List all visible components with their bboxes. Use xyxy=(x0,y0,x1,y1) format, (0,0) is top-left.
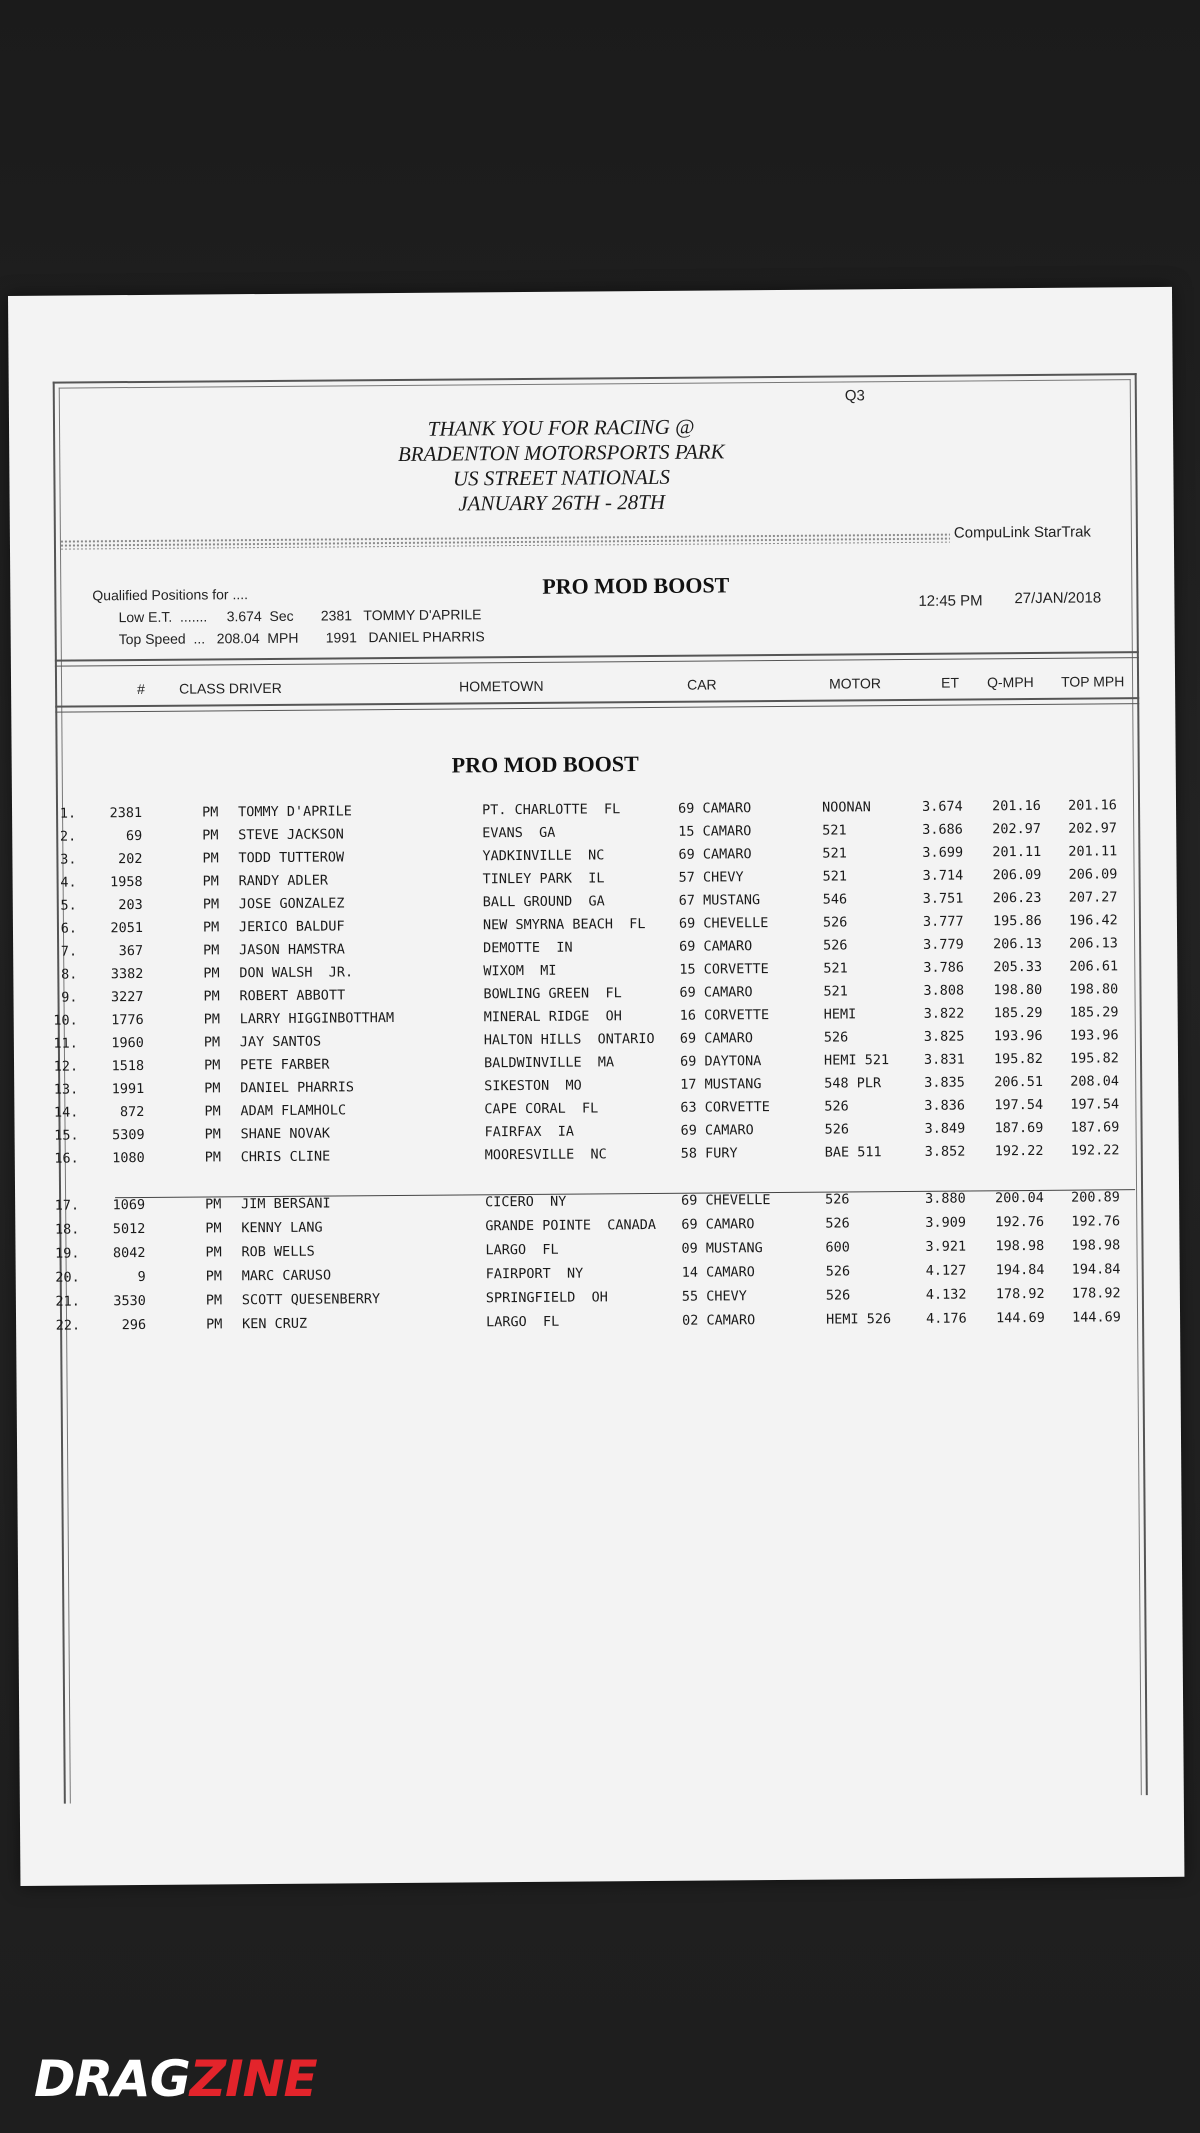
class-title: PRO MOD BOOST xyxy=(542,572,730,599)
cell-car: 14 CAMARO xyxy=(681,1264,755,1281)
cell-car: 09 MUSTANG xyxy=(681,1240,763,1257)
cell-car: 69 CAMARO xyxy=(681,1216,755,1233)
cell-pos: 8. xyxy=(61,966,78,983)
cell-cls: PM xyxy=(204,1080,221,1097)
cell-top: 195.82 xyxy=(1069,1050,1119,1067)
cell-motor: 526 xyxy=(824,1098,849,1115)
column-header-num: # xyxy=(137,680,145,697)
cell-top: 207.27 xyxy=(1068,889,1118,906)
cell-top: 206.61 xyxy=(1069,958,1119,975)
cell-car: 02 CAMARO xyxy=(682,1312,756,1329)
cell-cls: PM xyxy=(202,896,220,913)
cell-driver: LARRY HIGGINBOTTHAM xyxy=(239,1009,395,1028)
cell-pos: 12. xyxy=(53,1058,79,1075)
cell-num: 1518 xyxy=(111,1057,145,1075)
header-line: JANUARY 26TH - 28TH xyxy=(458,489,666,516)
cell-hometown: BALL GROUND GA xyxy=(482,893,605,911)
cell-motor: HEMI 521 xyxy=(823,1052,890,1069)
cell-cls: PM xyxy=(202,827,219,844)
cell-motor: 521 xyxy=(822,868,848,885)
cell-cls: PM xyxy=(202,919,220,936)
cell-hometown: NEW SMYRNA BEACH FL xyxy=(482,916,646,934)
cell-car: 67 MUSTANG xyxy=(678,892,761,909)
cell-motor: 521 xyxy=(822,845,847,862)
cell-qmph: 198.98 xyxy=(995,1237,1045,1255)
cell-qmph: 201.11 xyxy=(992,843,1042,861)
cell-hometown: HALTON HILLS ONTARIO xyxy=(483,1030,655,1049)
cell-top: 198.98 xyxy=(1071,1237,1121,1254)
cell-pos: 20. xyxy=(55,1269,80,1286)
timing-system-name: CompuLink StarTrak xyxy=(953,523,1091,542)
cell-top: 192.76 xyxy=(1071,1213,1121,1230)
cell-num: 203 xyxy=(118,896,143,914)
cell-driver: ADAM FLAMHOLC xyxy=(240,1102,347,1120)
cell-pos: 1. xyxy=(59,805,77,822)
column-header-qmph: Q-MPH xyxy=(987,673,1034,691)
cell-pos: 21. xyxy=(55,1293,80,1310)
cell-motor: 600 xyxy=(825,1239,850,1256)
results-sheet xyxy=(8,287,1184,1886)
cell-driver: TOMMY D'APRILE xyxy=(237,803,352,821)
cell-top: 144.69 xyxy=(1071,1309,1121,1326)
column-header-hometown: HOMETOWN xyxy=(459,677,544,695)
cell-pos: 2. xyxy=(59,828,77,845)
cell-motor: HEMI xyxy=(823,1006,857,1023)
cell-motor: 546 xyxy=(822,891,848,908)
corner-code: Q3 xyxy=(844,387,865,405)
qualified-label: Qualified Positions for .... xyxy=(92,586,249,604)
cell-top: 185.29 xyxy=(1069,1004,1119,1021)
cell-pos: 6. xyxy=(60,920,78,937)
cell-et: 3.880 xyxy=(925,1190,966,1207)
cell-pos: 9. xyxy=(61,989,78,1006)
print-time: 12:45 PM xyxy=(918,592,983,610)
cell-pos: 18. xyxy=(54,1221,80,1238)
cell-pos: 16. xyxy=(54,1150,79,1167)
cell-et: 4.127 xyxy=(925,1262,967,1279)
cell-cls: PM xyxy=(205,1220,222,1237)
cell-car: 57 CHEVY xyxy=(678,869,744,886)
cell-et: 3.714 xyxy=(922,867,964,884)
cell-motor: 526 xyxy=(822,914,848,931)
cell-pos: 13. xyxy=(53,1081,79,1098)
cell-qmph: 206.09 xyxy=(992,866,1042,884)
cell-motor: 526 xyxy=(825,1287,851,1304)
cell-cls: PM xyxy=(202,873,219,890)
cell-qmph: 195.82 xyxy=(993,1050,1043,1068)
cell-motor: BAE 511 xyxy=(824,1144,882,1161)
cell-num: 1069 xyxy=(112,1196,146,1214)
cell-top: 198.80 xyxy=(1069,981,1119,998)
cell-car: 69 CAMARO xyxy=(680,1122,754,1139)
cell-top: 206.13 xyxy=(1069,935,1118,952)
column-header-top-mph: TOP MPH xyxy=(1060,673,1125,690)
cell-num: 69 xyxy=(125,827,143,845)
cell-hometown: FAIRPORT NY xyxy=(485,1265,584,1283)
cell-et: 3.686 xyxy=(922,821,963,838)
cell-num: 367 xyxy=(118,942,144,960)
cell-top: 187.69 xyxy=(1070,1119,1120,1136)
cell-car: 63 CORVETTE xyxy=(680,1099,770,1116)
cell-hometown: EVANS GA xyxy=(482,824,556,842)
section-title: PRO MOD BOOST xyxy=(451,751,639,778)
cell-hometown: SPRINGFIELD OH xyxy=(485,1289,608,1307)
cell-cls: PM xyxy=(203,1057,221,1074)
cell-qmph: 178.92 xyxy=(995,1285,1045,1303)
cell-qmph: 197.54 xyxy=(994,1096,1044,1114)
cell-top: 196.42 xyxy=(1068,912,1118,929)
cell-driver: PETE FARBER xyxy=(239,1056,330,1074)
cell-et: 3.831 xyxy=(923,1051,965,1068)
cell-cls: PM xyxy=(203,942,220,959)
cell-num: 872 xyxy=(119,1103,145,1121)
cell-num: 1080 xyxy=(112,1149,145,1167)
cell-driver: KENNY LANG xyxy=(241,1219,323,1237)
cell-et: 3.699 xyxy=(922,844,964,861)
cell-motor: HEMI 526 xyxy=(826,1311,892,1328)
cell-motor: 526 xyxy=(823,937,848,954)
cell-cls: PM xyxy=(201,804,219,821)
cell-hometown: DEMOTTE IN xyxy=(483,939,573,957)
cell-motor: 526 xyxy=(824,1121,850,1138)
cell-num: 2381 xyxy=(109,804,143,822)
cell-top: 202.97 xyxy=(1068,820,1118,837)
cell-num: 1991 xyxy=(111,1080,145,1098)
cell-et: 3.852 xyxy=(924,1143,966,1160)
cell-hometown: PT. CHARLOTTE FL xyxy=(481,801,621,819)
cell-pos: 17. xyxy=(54,1197,80,1214)
cell-num: 296 xyxy=(121,1316,147,1334)
cell-cls: PM xyxy=(206,1316,223,1333)
cell-qmph: 202.97 xyxy=(992,820,1042,838)
cell-hometown: BOWLING GREEN FL xyxy=(483,985,622,1003)
cell-car: 69 CAMARO xyxy=(679,1030,754,1047)
header-line: US STREET NATIONALS xyxy=(452,464,671,491)
cell-cls: PM xyxy=(203,1011,221,1028)
cell-hometown: WIXOM MI xyxy=(483,962,557,980)
cell-motor: 526 xyxy=(823,1029,849,1046)
cell-et: 3.835 xyxy=(924,1074,965,1091)
cell-car: 16 CORVETTE xyxy=(679,1007,770,1024)
cell-et: 3.777 xyxy=(922,913,964,930)
cell-cls: PM xyxy=(203,1034,221,1051)
cell-driver: JERICO BALDUF xyxy=(238,918,345,936)
cell-driver: JOSE GONZALEZ xyxy=(238,895,345,913)
cell-num: 1776 xyxy=(111,1011,144,1029)
cell-pos: 5. xyxy=(60,897,77,914)
cell-top: 193.96 xyxy=(1069,1027,1119,1044)
cell-car: 69 DAYTONA xyxy=(679,1053,762,1070)
cell-car: 69 CHEVELLE xyxy=(681,1192,771,1209)
cell-cls: PM xyxy=(203,965,220,982)
cell-et: 4.132 xyxy=(925,1286,967,1303)
event-header xyxy=(9,411,1174,520)
cell-pos: 19. xyxy=(55,1245,80,1262)
cell-driver: SCOTT QUESENBERRY xyxy=(241,1291,381,1309)
cell-car: 69 CHEVELLE xyxy=(678,915,769,932)
cell-top: 206.09 xyxy=(1068,866,1118,883)
cell-hometown: FAIRFAX IA xyxy=(484,1123,575,1141)
dragzine-logo: DRAGZINE xyxy=(34,2050,317,2108)
cell-pos: 7. xyxy=(60,943,78,960)
cell-top: 200.89 xyxy=(1071,1189,1120,1206)
cell-qmph: 193.96 xyxy=(993,1027,1043,1045)
cell-motor: 526 xyxy=(825,1263,851,1280)
cell-hometown: CAPE CORAL FL xyxy=(484,1100,599,1118)
cell-driver: SHANE NOVAK xyxy=(240,1125,331,1143)
cell-car: 69 CAMARO xyxy=(679,984,753,1001)
cell-hometown: LARGO FL xyxy=(485,1241,559,1259)
cell-driver: JASON HAMSTRA xyxy=(239,941,345,959)
cell-et: 3.786 xyxy=(923,959,965,976)
cell-cls: PM xyxy=(205,1292,223,1309)
cell-et: 3.808 xyxy=(923,982,965,999)
cell-driver: KEN CRUZ xyxy=(242,1315,308,1333)
cell-cls: PM xyxy=(205,1244,222,1261)
cell-driver: MARC CARUSO xyxy=(241,1267,332,1285)
cell-pos: 22. xyxy=(55,1317,81,1334)
cell-et: 3.836 xyxy=(924,1097,966,1114)
low-et-line: Low E.T. ....... 3.674 Sec 2381 TOMMY D'APRILE xyxy=(118,606,482,626)
cell-motor: 526 xyxy=(825,1215,850,1232)
cell-car: 55 CHEVY xyxy=(681,1288,747,1305)
cell-num: 9 xyxy=(137,1268,146,1286)
cell-cls: PM xyxy=(204,1126,221,1143)
cell-driver: DON WALSH JR. xyxy=(239,964,354,982)
cell-hometown: YADKINVILLE NC xyxy=(482,847,605,865)
cell-driver: JAY SANTOS xyxy=(239,1033,322,1051)
column-header-et: ET xyxy=(941,674,960,691)
cell-top: 192.22 xyxy=(1070,1142,1120,1159)
cell-num: 5309 xyxy=(112,1126,145,1144)
cell-num: 1960 xyxy=(111,1034,144,1052)
cell-pos: 4. xyxy=(60,874,77,891)
cell-et: 3.849 xyxy=(924,1120,966,1137)
cell-cls: PM xyxy=(202,850,219,867)
cell-qmph: 192.76 xyxy=(995,1213,1045,1231)
cell-qmph: 185.29 xyxy=(993,1004,1043,1022)
cell-pos: 14. xyxy=(53,1104,79,1121)
cell-hometown: BALDWINVILLE MA xyxy=(483,1054,615,1072)
header-line: BRADENTON MOTORSPORTS PARK xyxy=(397,439,725,466)
cell-et: 3.909 xyxy=(925,1214,967,1231)
cell-hometown: MINERAL RIDGE OH xyxy=(483,1008,622,1026)
cell-car: 69 CAMARO xyxy=(678,846,752,863)
cell-num: 8042 xyxy=(112,1244,146,1262)
cell-num: 2051 xyxy=(110,919,144,937)
cell-cls: PM xyxy=(204,1149,222,1166)
cell-et: 3.921 xyxy=(925,1238,967,1255)
column-header-car: CAR xyxy=(687,676,717,693)
top-speed-line: Top Speed ... 208.04 MPH 1991 DANIEL PHARRIS xyxy=(118,628,485,648)
cell-hometown: LARGO FL xyxy=(486,1313,560,1331)
cell-motor: 548 PLR xyxy=(824,1075,882,1092)
cell-qmph: 194.84 xyxy=(995,1261,1045,1279)
cell-pos: 11. xyxy=(53,1035,78,1052)
cell-motor: 521 xyxy=(823,983,848,1000)
cell-qmph: 195.86 xyxy=(992,912,1042,930)
cell-num: 1958 xyxy=(110,873,143,891)
cell-et: 3.674 xyxy=(921,798,963,815)
cell-motor: 526 xyxy=(825,1191,850,1208)
cell-qmph: 187.69 xyxy=(994,1119,1044,1137)
cell-et: 3.779 xyxy=(923,936,964,953)
cell-car: 58 FURY xyxy=(680,1145,738,1162)
print-date: 27/JAN/2018 xyxy=(1014,589,1102,608)
cell-qmph: 206.51 xyxy=(994,1073,1044,1091)
cell-driver: ROBERT ABBOTT xyxy=(239,987,346,1005)
cell-car: 15 CORVETTE xyxy=(679,961,769,978)
cell-pos: 10. xyxy=(53,1012,78,1029)
cell-qmph: 205.33 xyxy=(993,958,1043,976)
cell-hometown: TINLEY PARK IL xyxy=(482,870,605,888)
cell-qmph: 201.16 xyxy=(991,797,1041,815)
cell-driver: TODD TUTTEROW xyxy=(238,849,345,867)
column-header-class-driver: CLASS DRIVER xyxy=(179,679,282,697)
cell-car: 69 CAMARO xyxy=(679,938,753,955)
cell-motor: 521 xyxy=(822,822,847,839)
cell-qmph: 192.22 xyxy=(994,1142,1044,1160)
cell-car: 15 CAMARO xyxy=(678,823,752,840)
cell-cls: PM xyxy=(205,1196,222,1213)
cell-qmph: 206.23 xyxy=(992,889,1042,907)
cell-cls: PM xyxy=(203,988,220,1005)
cell-driver: RANDY ADLER xyxy=(238,872,329,890)
cell-car: 17 MUSTANG xyxy=(680,1076,762,1093)
cell-hometown: MOORESVILLE NC xyxy=(484,1146,607,1164)
cell-num: 3530 xyxy=(113,1292,146,1310)
header-line: THANK YOU FOR RACING @ xyxy=(427,414,695,441)
cell-qmph: 206.13 xyxy=(993,935,1042,953)
cell-hometown: GRANDE POINTE CANADA xyxy=(485,1216,657,1235)
cell-num: 3382 xyxy=(110,965,144,983)
cell-top: 201.16 xyxy=(1067,797,1117,814)
cell-pos: 15. xyxy=(54,1127,79,1144)
cell-hometown: CICERO NY xyxy=(485,1193,567,1211)
cell-hometown: SIKESTON MO xyxy=(484,1077,582,1095)
cell-num: 202 xyxy=(117,850,143,868)
cell-driver: DANIEL PHARRIS xyxy=(240,1079,355,1097)
cell-num: 5012 xyxy=(112,1220,146,1238)
cell-car: 69 CAMARO xyxy=(677,800,752,817)
cell-num: 3227 xyxy=(110,988,144,1006)
cell-motor: 521 xyxy=(823,960,848,977)
cell-qmph: 198.80 xyxy=(993,981,1043,999)
cell-driver: STEVE JACKSON xyxy=(238,826,344,844)
cell-cls: PM xyxy=(204,1103,221,1120)
cell-top: 201.11 xyxy=(1068,843,1118,860)
cell-driver: JIM BERSANI xyxy=(241,1195,331,1213)
cell-cls: PM xyxy=(205,1268,223,1285)
cell-driver: CHRIS CLINE xyxy=(240,1148,331,1166)
cell-driver: ROB WELLS xyxy=(241,1243,315,1261)
cell-top: 194.84 xyxy=(1071,1261,1121,1278)
cell-et: 3.825 xyxy=(923,1028,965,1045)
cell-et: 4.176 xyxy=(925,1310,967,1327)
cell-et: 3.822 xyxy=(923,1005,965,1022)
cell-qmph: 200.04 xyxy=(995,1189,1044,1207)
cell-top: 178.92 xyxy=(1071,1285,1121,1302)
cell-top: 208.04 xyxy=(1070,1073,1120,1090)
cell-pos: 3. xyxy=(60,851,77,868)
column-header-motor: MOTOR xyxy=(829,675,881,692)
cell-et: 3.751 xyxy=(922,890,964,907)
cell-motor: NOONAN xyxy=(821,799,871,816)
cell-top: 197.54 xyxy=(1070,1096,1120,1113)
cell-qmph: 144.69 xyxy=(995,1309,1045,1327)
